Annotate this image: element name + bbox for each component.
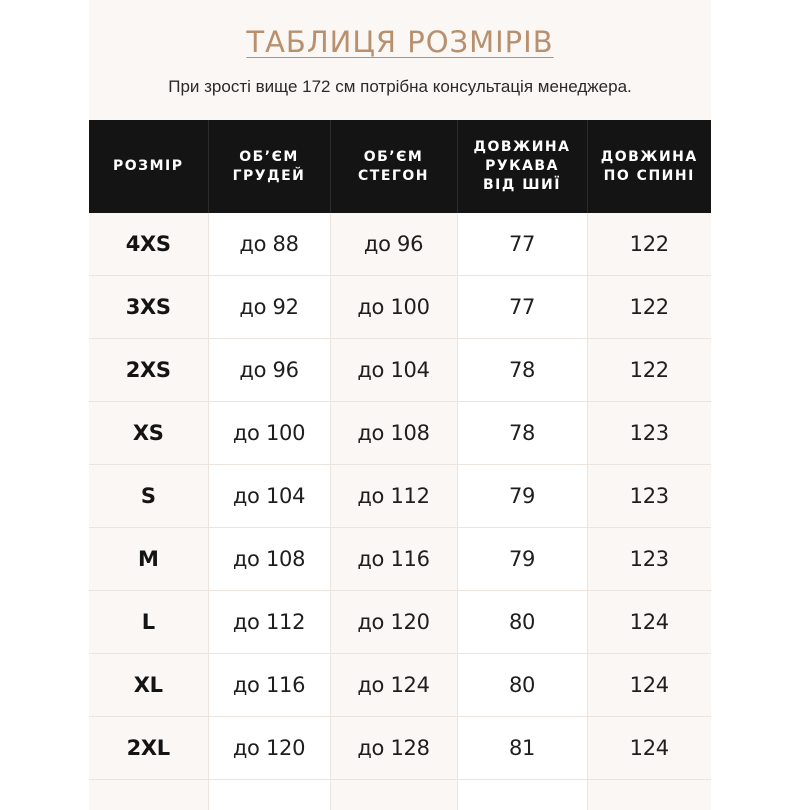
- cell-hips: до 116: [330, 528, 457, 591]
- cell-hips: до 108: [330, 402, 457, 465]
- page-subtitle: При зрості вище 172 см потрібна консультація менеджера.: [89, 75, 711, 99]
- cell-sleeve-length: 79: [457, 528, 587, 591]
- cell-chest: до 100: [208, 402, 330, 465]
- table-row-partial: [89, 780, 711, 810]
- header-chest: ОБ’ЄМ ГРУДЕЙ: [208, 120, 330, 213]
- cell-hips-empty: [330, 780, 457, 810]
- cell-back-length: 123: [587, 528, 711, 591]
- cell-chest: до 104: [208, 465, 330, 528]
- table-row: [89, 213, 711, 276]
- size-table: [89, 120, 711, 810]
- cell-sleeve-length: 77: [457, 213, 587, 276]
- table-row: [89, 654, 711, 717]
- cell-back-length: 123: [587, 402, 711, 465]
- cell-back-length: 124: [587, 591, 711, 654]
- cell-chest: до 88: [208, 213, 330, 276]
- table-row: [89, 591, 711, 654]
- cell-size: XS: [89, 402, 208, 465]
- table-header-row: [89, 120, 711, 213]
- cell-sleeve-length: 80: [457, 591, 587, 654]
- cell-back-length-empty: [587, 780, 711, 810]
- cell-size: S: [89, 465, 208, 528]
- cell-chest-empty: [208, 780, 330, 810]
- cell-back-length: 122: [587, 339, 711, 402]
- cell-back-length: 124: [587, 654, 711, 717]
- cell-back-length: 122: [587, 213, 711, 276]
- cell-chest: до 108: [208, 528, 330, 591]
- cell-hips: до 96: [330, 213, 457, 276]
- cell-sleeve-length: 79: [457, 465, 587, 528]
- cell-hips: до 100: [330, 276, 457, 339]
- cell-back-length: 124: [587, 717, 711, 780]
- table-row: [89, 465, 711, 528]
- table-row: [89, 276, 711, 339]
- table-row: [89, 717, 711, 780]
- cell-hips: до 112: [330, 465, 457, 528]
- header-sleeve-length: ДОВЖИНА РУКАВА ВІД ШИЇ: [457, 120, 587, 213]
- page-title: ТАБЛИЦЯ РОЗМІРІВ: [89, 20, 711, 64]
- cell-back-length: 122: [587, 276, 711, 339]
- cell-size: 3XS: [89, 276, 208, 339]
- header-size: РОЗМІР: [89, 120, 208, 213]
- cell-chest: до 116: [208, 654, 330, 717]
- cell-size: L: [89, 591, 208, 654]
- cell-sleeve-length: 81: [457, 717, 587, 780]
- cell-hips: до 124: [330, 654, 457, 717]
- table-row: [89, 528, 711, 591]
- cell-hips: до 120: [330, 591, 457, 654]
- header-hips: ОБ’ЄМ СТЕГОН: [330, 120, 457, 213]
- cell-chest: до 96: [208, 339, 330, 402]
- table-row: [89, 402, 711, 465]
- cell-hips: до 104: [330, 339, 457, 402]
- cell-size-empty: [89, 780, 208, 810]
- cell-size: 2XS: [89, 339, 208, 402]
- cell-sleeve-length: 77: [457, 276, 587, 339]
- table-body: [89, 213, 711, 810]
- cell-size: 4XS: [89, 213, 208, 276]
- cell-sleeve-length: 78: [457, 402, 587, 465]
- cell-back-length: 123: [587, 465, 711, 528]
- cell-size: M: [89, 528, 208, 591]
- cell-size: 2XL: [89, 717, 208, 780]
- cell-sleeve-length-empty: [457, 780, 587, 810]
- table-row: [89, 339, 711, 402]
- cell-size: XL: [89, 654, 208, 717]
- cell-chest: до 112: [208, 591, 330, 654]
- cell-sleeve-length: 80: [457, 654, 587, 717]
- cell-chest: до 92: [208, 276, 330, 339]
- cell-hips: до 128: [330, 717, 457, 780]
- cell-sleeve-length: 78: [457, 339, 587, 402]
- cell-chest: до 120: [208, 717, 330, 780]
- header-back-length: ДОВЖИНА ПО СПИНІ: [587, 120, 711, 213]
